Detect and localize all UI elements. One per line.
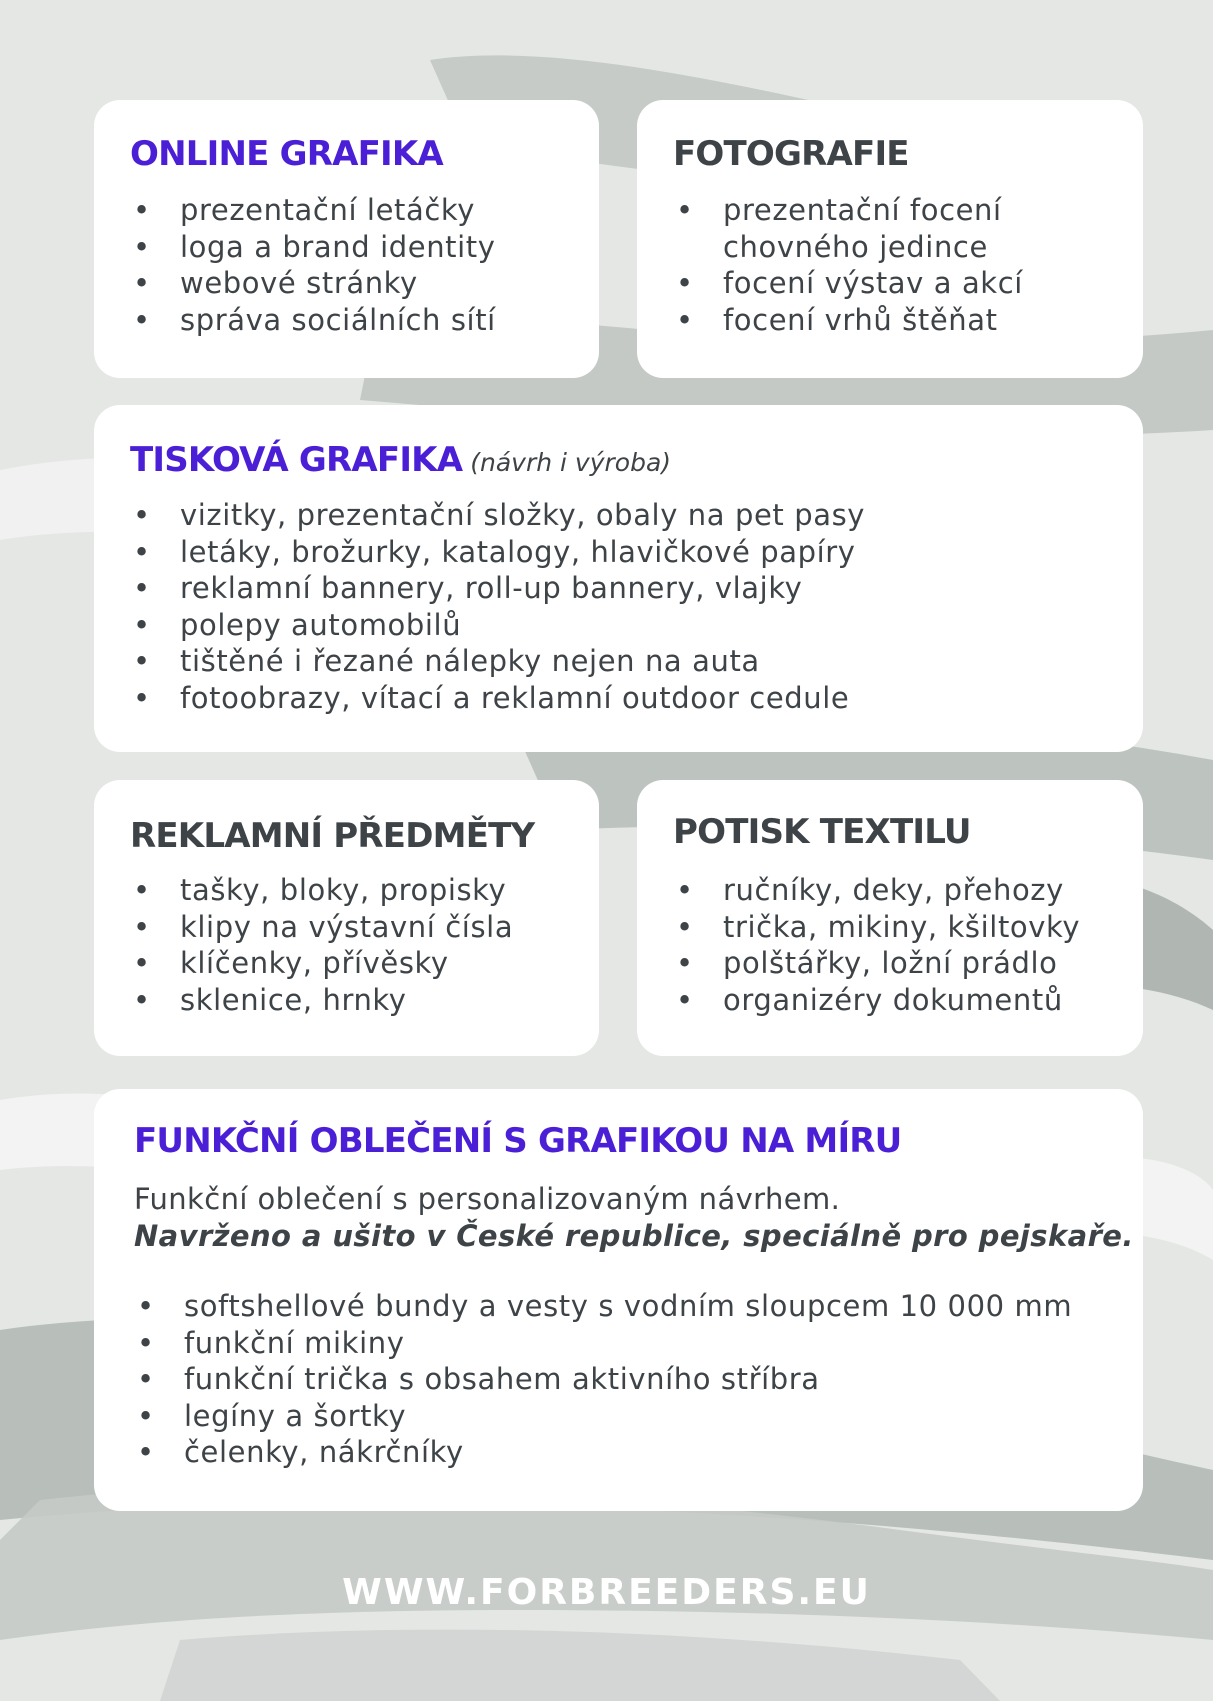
list-tiskova-grafika <box>130 497 865 716</box>
list-reklamni-predmety <box>130 872 513 1018</box>
list-item: • focení výstav a akcí <box>673 265 1073 302</box>
card-online-grafika <box>94 100 599 378</box>
list-online-grafika <box>130 192 496 338</box>
tagline-text: Navrženo a ušito v České republice, speciálně pro pejskaře. <box>134 1219 1134 1253</box>
list-item: • trička, mikiny, kšiltovky <box>673 909 1080 946</box>
list-item: • focení vrhů štěňat <box>673 302 1073 339</box>
list-item: • organizéry dokumentů <box>673 982 1080 1019</box>
list-item: • sklenice, hrnky <box>130 982 513 1019</box>
list-fotografie <box>673 192 1073 338</box>
list-item: • ručníky, deky, přehozy <box>673 872 1080 909</box>
heading-funkcni-obleceni: FUNKČNÍ OBLEČENÍ S GRAFIKOU NA MÍRU <box>134 1121 902 1161</box>
card-funkcni-obleceni <box>94 1089 1143 1511</box>
list-item: • letáky, brožurky, katalogy, hlavičkové papíry <box>130 534 865 571</box>
card-fotografie <box>637 100 1143 378</box>
list-item: • softshellové bundy a vesty s vodním sloupcem 10 000 mm <box>134 1288 1072 1325</box>
heading-tiskova-grafika-title: TISKOVÁ GRAFIKA <box>130 440 463 480</box>
heading-potisk-textilu: POTISK TEXTILU <box>673 812 971 852</box>
list-item: • legíny a šortky <box>134 1398 1072 1435</box>
intro-text: Funkční oblečení s personalizovaným návrhem. <box>134 1182 841 1216</box>
card-tiskova-grafika <box>94 405 1143 752</box>
list-item: • polštářky, ložní prádlo <box>673 945 1080 982</box>
card-reklamni-predmety <box>94 780 599 1056</box>
list-item: • vizitky, prezentační složky, obaly na pet pasy <box>130 497 865 534</box>
list-item: • správa sociálních sítí <box>130 302 496 339</box>
list-item: • webové stránky <box>130 265 496 302</box>
heading-online-grafika: ONLINE GRAFIKA <box>130 134 443 174</box>
list-potisk-textilu <box>673 872 1080 1018</box>
list-item: • prezentační focení chovného jedince <box>673 192 1073 265</box>
list-item: • prezentační letáčky <box>130 192 496 229</box>
list-item: • klipy na výstavní čísla <box>130 909 513 946</box>
list-item: • čelenky, nákrčníky <box>134 1434 1072 1471</box>
list-item: • klíčenky, přívěsky <box>130 945 513 982</box>
list-funkcni-obleceni <box>134 1288 1072 1471</box>
list-item: • fotoobrazy, vítací a reklamní outdoor cedule <box>130 680 865 717</box>
heading-tiskova-grafika <box>130 440 671 483</box>
list-item: • funkční mikiny <box>134 1325 1072 1362</box>
list-item: • funkční trička s obsahem aktivního stříbra <box>134 1361 1072 1398</box>
list-item: • loga a brand identity <box>130 229 496 266</box>
list-item: • tištěné i řezané nálepky nejen na auta <box>130 643 865 680</box>
list-item: • polepy automobilů <box>130 607 865 644</box>
heading-tiskova-grafika-subtitle: (návrh i výroba) <box>470 448 672 477</box>
heading-reklamni-predmety: REKLAMNÍ PŘEDMĚTY <box>130 816 535 856</box>
website-url[interactable]: WWW.FORBREEDERS.EU <box>342 1572 871 1613</box>
heading-fotografie: FOTOGRAFIE <box>673 134 909 174</box>
list-item: • reklamní bannery, roll-up bannery, vlajky <box>130 570 865 607</box>
list-item: • tašky, bloky, propisky <box>130 872 513 909</box>
card-potisk-textilu <box>637 780 1143 1056</box>
